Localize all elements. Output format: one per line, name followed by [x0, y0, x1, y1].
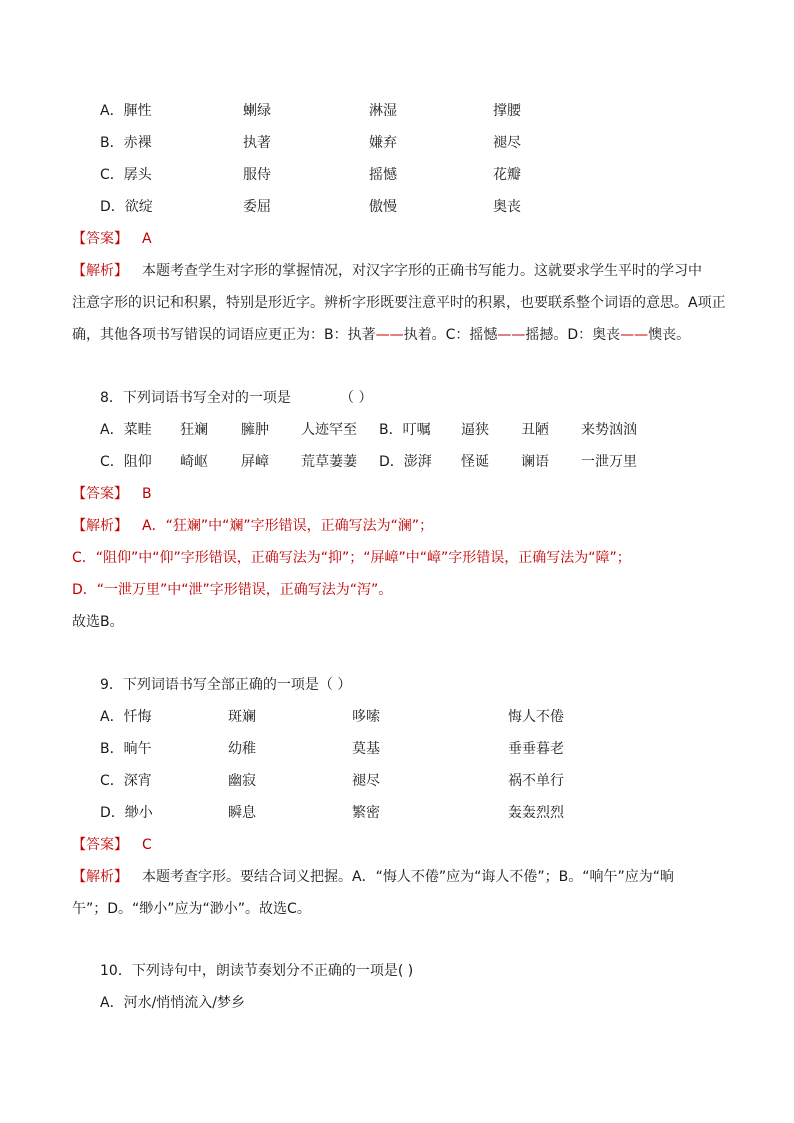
q7-option-c-word-1: 服侍 [243, 167, 271, 183]
q7-option-d-word-1: 委屈 [243, 199, 271, 215]
q7-answer-tag: 【答案】 [72, 231, 128, 247]
q7-option-d-word-3: 奥丧 [493, 199, 521, 215]
q7-option-d-label: D．欲绽 [100, 199, 153, 215]
q8-option-d-word-3: 谰语 [521, 454, 549, 470]
q8-option-d-label: D．澎湃 [379, 454, 432, 470]
q8-option-b-label: B．叮嘱 [379, 422, 431, 438]
q8-option-d-word-2: 怪诞 [461, 454, 489, 470]
q9-option-d-word-1: 瞬息 [228, 805, 256, 821]
q7-analysis-text-2: 注意字形的识记和积累，特别是形近字。辨析字形既要注意平时的积累，也要联系整个词语的意思。A项正 [72, 295, 726, 311]
q7-option-d-word-2: 傲慢 [369, 199, 397, 215]
q7-analysis-dash-3: —— [620, 327, 649, 343]
q8-answer-value: B [142, 486, 152, 502]
q9-option-b-word-3: 垂垂暮老 [508, 741, 564, 757]
q8-analysis-tag: 【解析】 [72, 518, 128, 534]
q7-option-c-word-2: 摇憾 [369, 167, 397, 183]
q8-conclusion-text: 故选B。 [72, 614, 124, 630]
q7-analysis-dash-2: —— [497, 327, 526, 343]
q8-option-a-word-2: 狂斓 [180, 422, 208, 438]
q9-option-d-word-2: 繁密 [352, 805, 380, 821]
q7-analysis-text-1: 本题考查学生对字形的掌握情况，对汉字字形的正确书写能力。这就要求学生平时的学习中 [142, 263, 702, 279]
q9-analysis-text-2: 午”；D。“缈小”应为“渺小”。故选C。 [72, 901, 311, 917]
q7-analysis-tag: 【解析】 [72, 263, 128, 279]
q8-option-b-word-2: 逼狭 [461, 422, 489, 438]
q8-option-a-word-3: 臃肿 [241, 422, 269, 438]
q7-option-a-word-3: 撑腰 [493, 103, 521, 119]
q9-answer-value: C [142, 837, 152, 853]
q8-analysis-text-1: A．“狂斓”中“斓”字形错误，正确写法为“澜”； [142, 518, 434, 534]
q9-option-c-label: C．深宵 [100, 773, 152, 789]
q7-option-a-label: A．腪性 [100, 103, 152, 119]
q9-option-a-word-2: 哆嗦 [352, 709, 380, 725]
q8-analysis-text-3: D．“一泄万里”中“泄”字形错误，正确写法为“泻”。 [72, 582, 393, 598]
q9-option-c-word-1: 幽寂 [228, 773, 256, 789]
q7-option-b-word-1: 执著 [243, 135, 271, 151]
q7-analysis-3e: 摇撼。D：奥丧 [525, 327, 621, 343]
q7-option-b-word-2: 嫌弃 [369, 135, 397, 151]
q8-option-c-word-4: 荒草萋萋 [301, 454, 357, 470]
q7-answer-value: A [142, 231, 152, 247]
q9-option-d-word-3: 轰轰烈烈 [508, 805, 564, 821]
q8-option-b-word-4: 来势汹汹 [581, 422, 637, 438]
q9-option-d-label: D．缈小 [100, 805, 153, 821]
q9-answer-tag: 【答案】 [72, 837, 128, 853]
q10-option-a-text: A．河水/悄悄流入/梦乡 [100, 995, 246, 1011]
q8-option-d-word-4: 一泄万里 [581, 454, 637, 470]
q8-analysis-text-2: C．“阻仰”中“仰”字形错误，正确写法为“抑”；“屏嶂”中“嶂”字形错误，正确写法为“障”； [72, 550, 631, 566]
q8-stem-text: 8．下列词语书写全对的一项是 [100, 390, 291, 406]
q9-option-a-word-1: 斑斓 [228, 709, 256, 725]
q8-option-b-word-3: 丑陋 [521, 422, 549, 438]
q8-answer-tag: 【答案】 [72, 486, 128, 502]
q9-option-c-word-2: 褪尽 [352, 773, 380, 789]
q8-option-c-label: C．阻仰 [100, 454, 152, 470]
q8-option-c-word-3: 屏嶂 [241, 454, 269, 470]
q7-option-a-word-1: 蝲绿 [243, 103, 271, 119]
q9-analysis-text-1: 本题考查字形。要结合词义把握。A．“悔人不倦”应为“诲人不倦”；B。“响午”应为“晌 [142, 869, 674, 885]
q7-option-c-word-3: 花瓣 [493, 167, 521, 183]
q7-analysis-3c: 执着。C：摇憾 [403, 327, 498, 343]
q7-analysis-3g: 懊丧。 [648, 327, 691, 343]
q8-stem-paren: （ ） [340, 390, 373, 406]
q9-option-b-label: B．晌午 [100, 741, 152, 757]
q9-stem-text: 9．下列词语书写全部正确的一项是（ ） [100, 677, 352, 693]
q9-analysis-tag: 【解析】 [72, 869, 128, 885]
q9-option-b-word-2: 莫基 [352, 741, 380, 757]
q8-option-a-word-4: 人迹罕至 [301, 422, 357, 438]
q7-analysis-text-3 [72, 324, 690, 346]
q7-option-a-word-2: 淋湿 [369, 103, 397, 119]
q7-analysis-3a: 确，其他各项书写错误的词语应更正为：B：执著 [72, 327, 376, 343]
q9-option-b-word-1: 幼稚 [228, 741, 256, 757]
q8-option-a-label: A．菜畦 [100, 422, 152, 438]
q7-option-b-word-3: 褪尽 [493, 135, 521, 151]
q9-option-c-word-3: 祸不单行 [508, 773, 564, 789]
q9-option-a-label: A．忏悔 [100, 709, 152, 725]
q7-option-b-label: B．赤裸 [100, 135, 152, 151]
q8-option-c-word-2: 崎岖 [180, 454, 208, 470]
q7-analysis-dash-1: —— [375, 327, 404, 343]
q9-option-a-word-3: 悔人不倦 [508, 709, 564, 725]
q10-stem-text: 10．下列诗句中，朗读节奏划分不正确的一项是( ) [100, 963, 414, 979]
q7-option-c-label: C．孱头 [100, 167, 152, 183]
